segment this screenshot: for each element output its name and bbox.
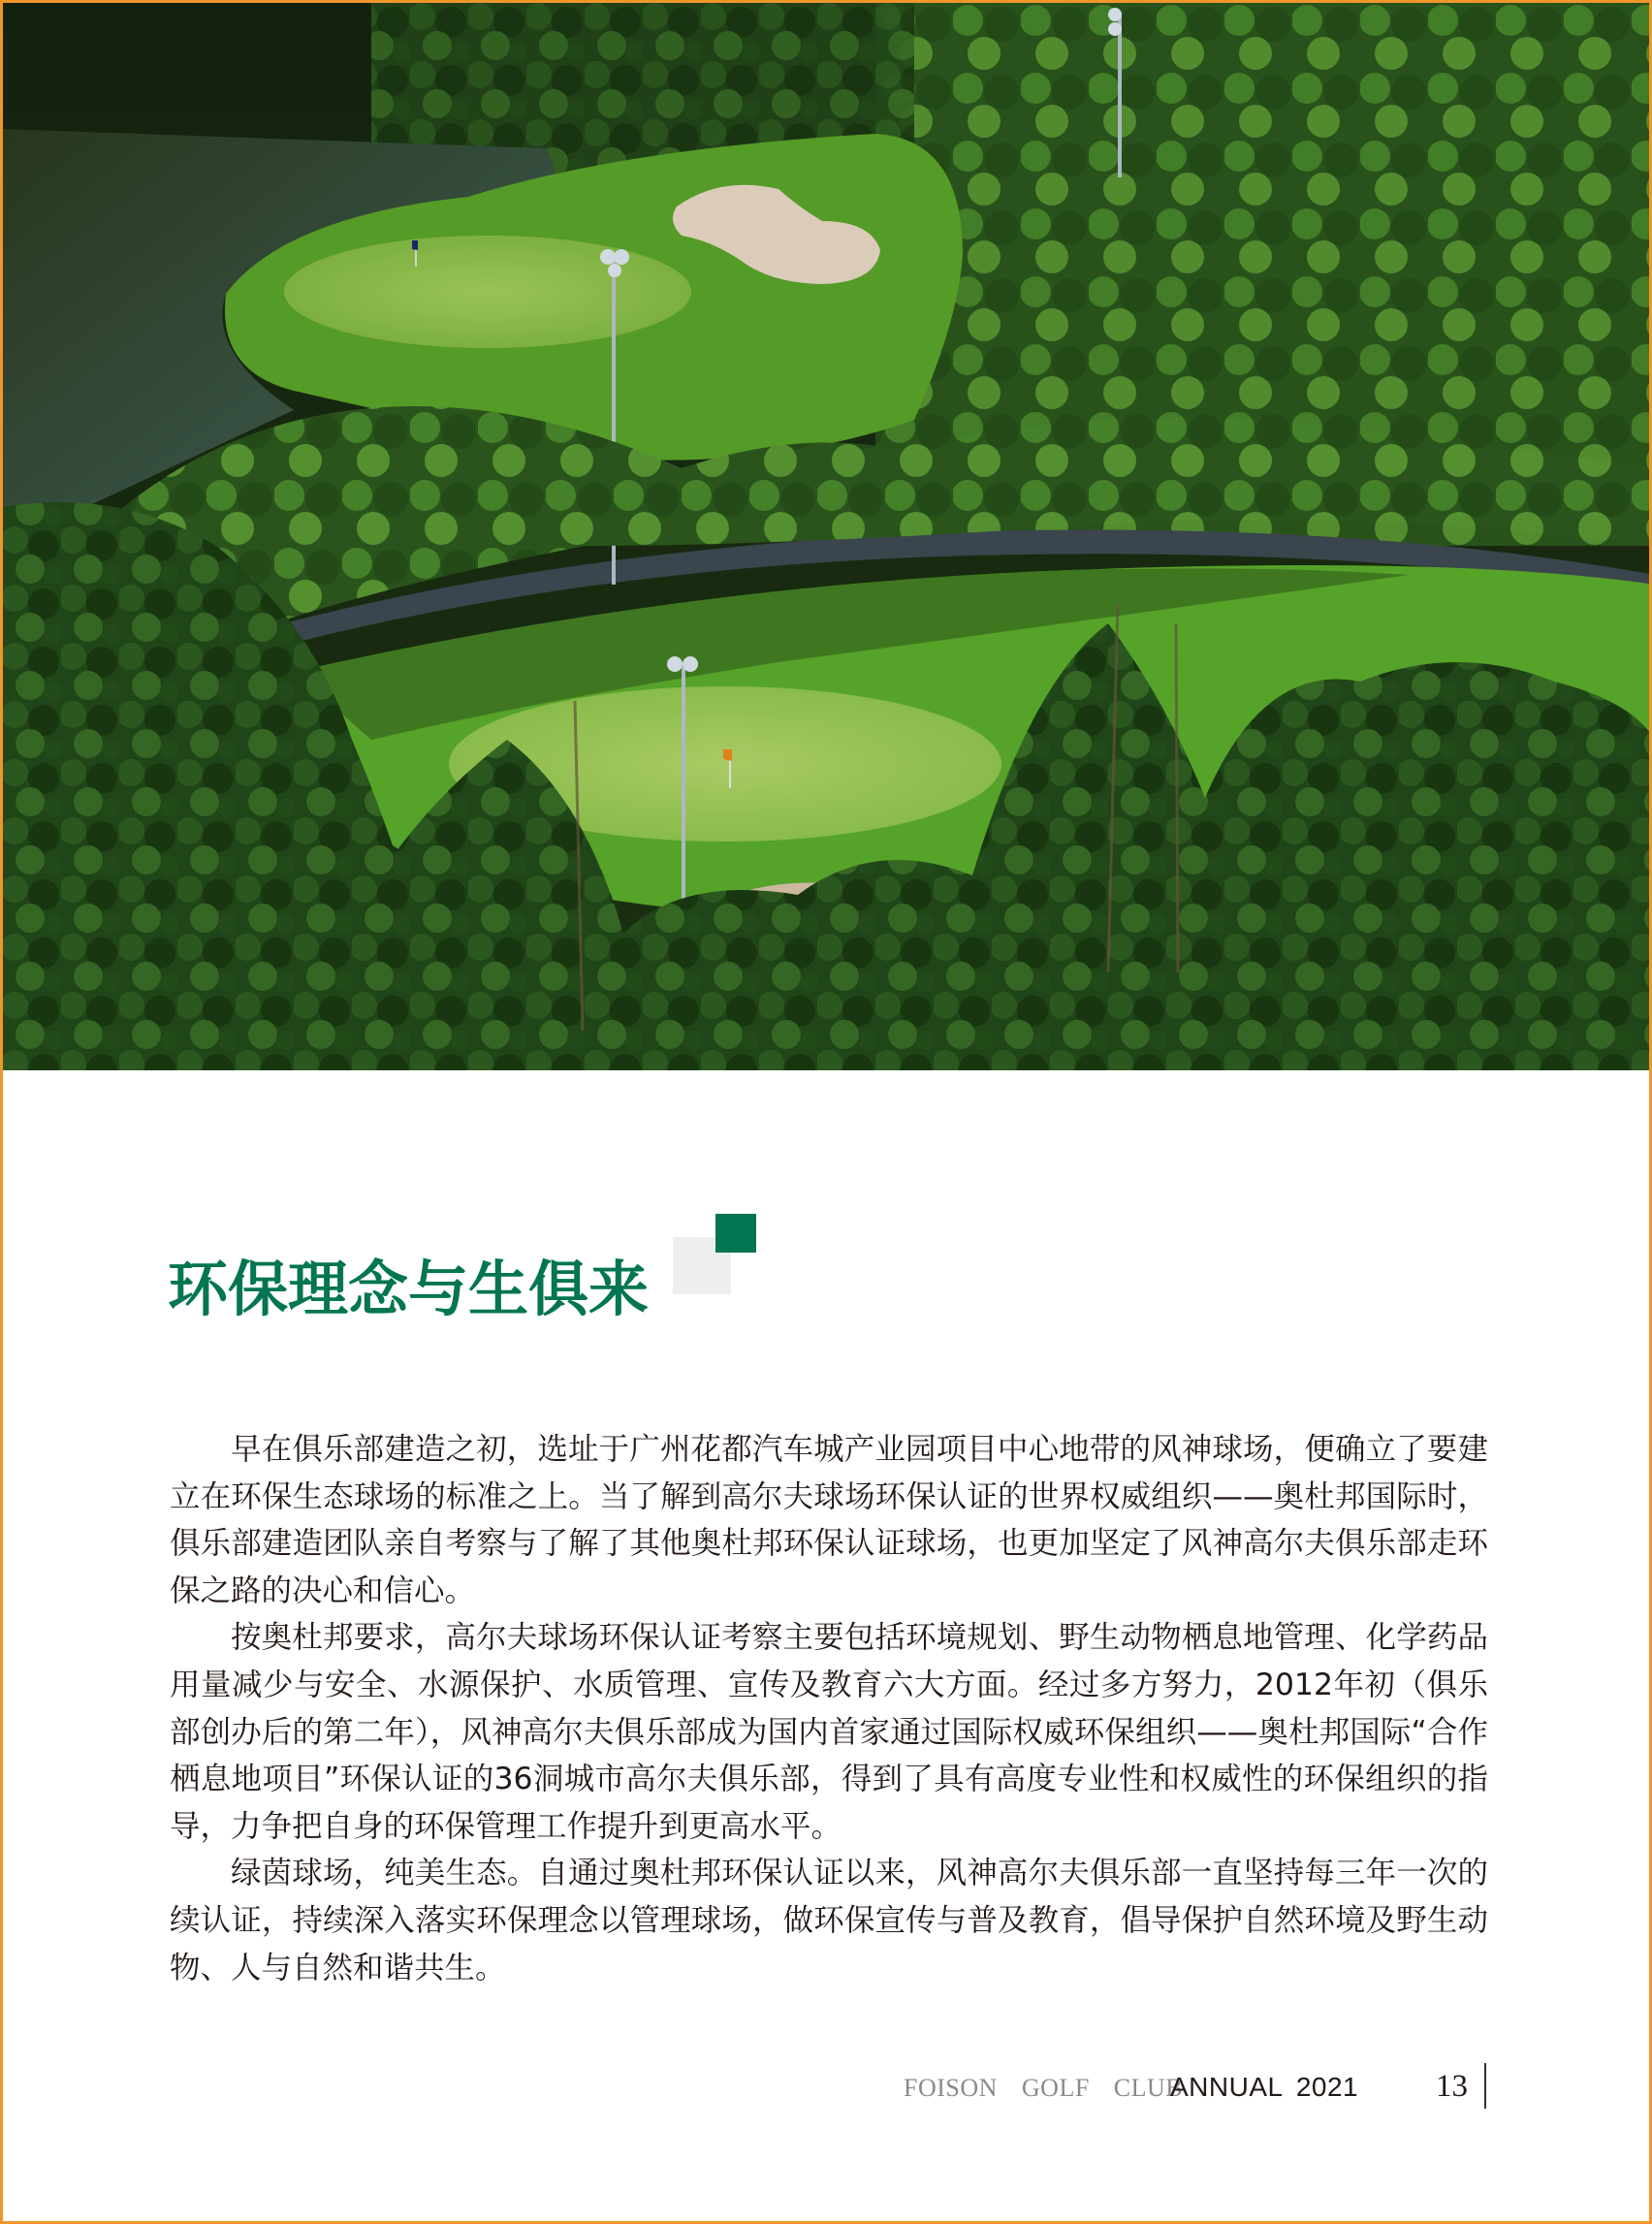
footer-annual-label: ANNUAL 2021 bbox=[1170, 2072, 1359, 2102]
paragraph: 早在俱乐部建造之初，选址于广州花都汽车城产业园项目中心地带的风神球场，便确立了要建立在环保生态球场的标准之上。当了解到高尔夫球场环保认证的世界权威组织——奥杜邦国际时，俱乐部建造团队亲自考察与了解了其他奥杜邦环保认证球场，也更加坚定了风神高尔夫俱乐部走环保之路的决心和信心。 bbox=[170, 1432, 1488, 1608]
page-number-divider bbox=[1484, 2063, 1486, 2109]
paragraph: 按奥杜邦要求，高尔夫球场环保认证考察主要包括环境规划、野生动物栖息地管理、化学药品用量减少与安全、水源保护、水质管理、宣传及教育六大方面。经过多方努力，2012年初（俱乐部创办后的第二年），风神高尔夫俱乐部成为国内首家通过国际权威环保组织——奥杜邦国际“合作栖息地项目”环保认证的36洞城市高尔夫俱乐部，得到了具有高度专业性和权威性的环保组织的指导，力争把自身的环保管理工作提升到更高水平。 bbox=[170, 1620, 1488, 1844]
page-footer bbox=[3, 2058, 1652, 2116]
page-number: 13 bbox=[1436, 2069, 1468, 2104]
paragraph: 绿茵球场，纯美生态。自通过奥杜邦环保认证以来，风神高尔夫俱乐部一直坚持每三年一次的续认证，持续深入落实环保理念以管理球场，做环保宣传与普及教育，倡导保护自然环境及野生动物、人与自然和谐共生。 bbox=[170, 1856, 1488, 1986]
golf-course-photo bbox=[3, 3, 1652, 1070]
green-square-decoration bbox=[715, 1214, 756, 1253]
section-heading bbox=[168, 1214, 769, 1330]
article-body bbox=[170, 1426, 1488, 1991]
aerial-golf-illustration bbox=[3, 3, 1652, 1070]
footer-club-name: FOISON GOLF CLUB bbox=[904, 2074, 1184, 2102]
page-title: 环保理念与生俱来 bbox=[168, 1254, 650, 1324]
